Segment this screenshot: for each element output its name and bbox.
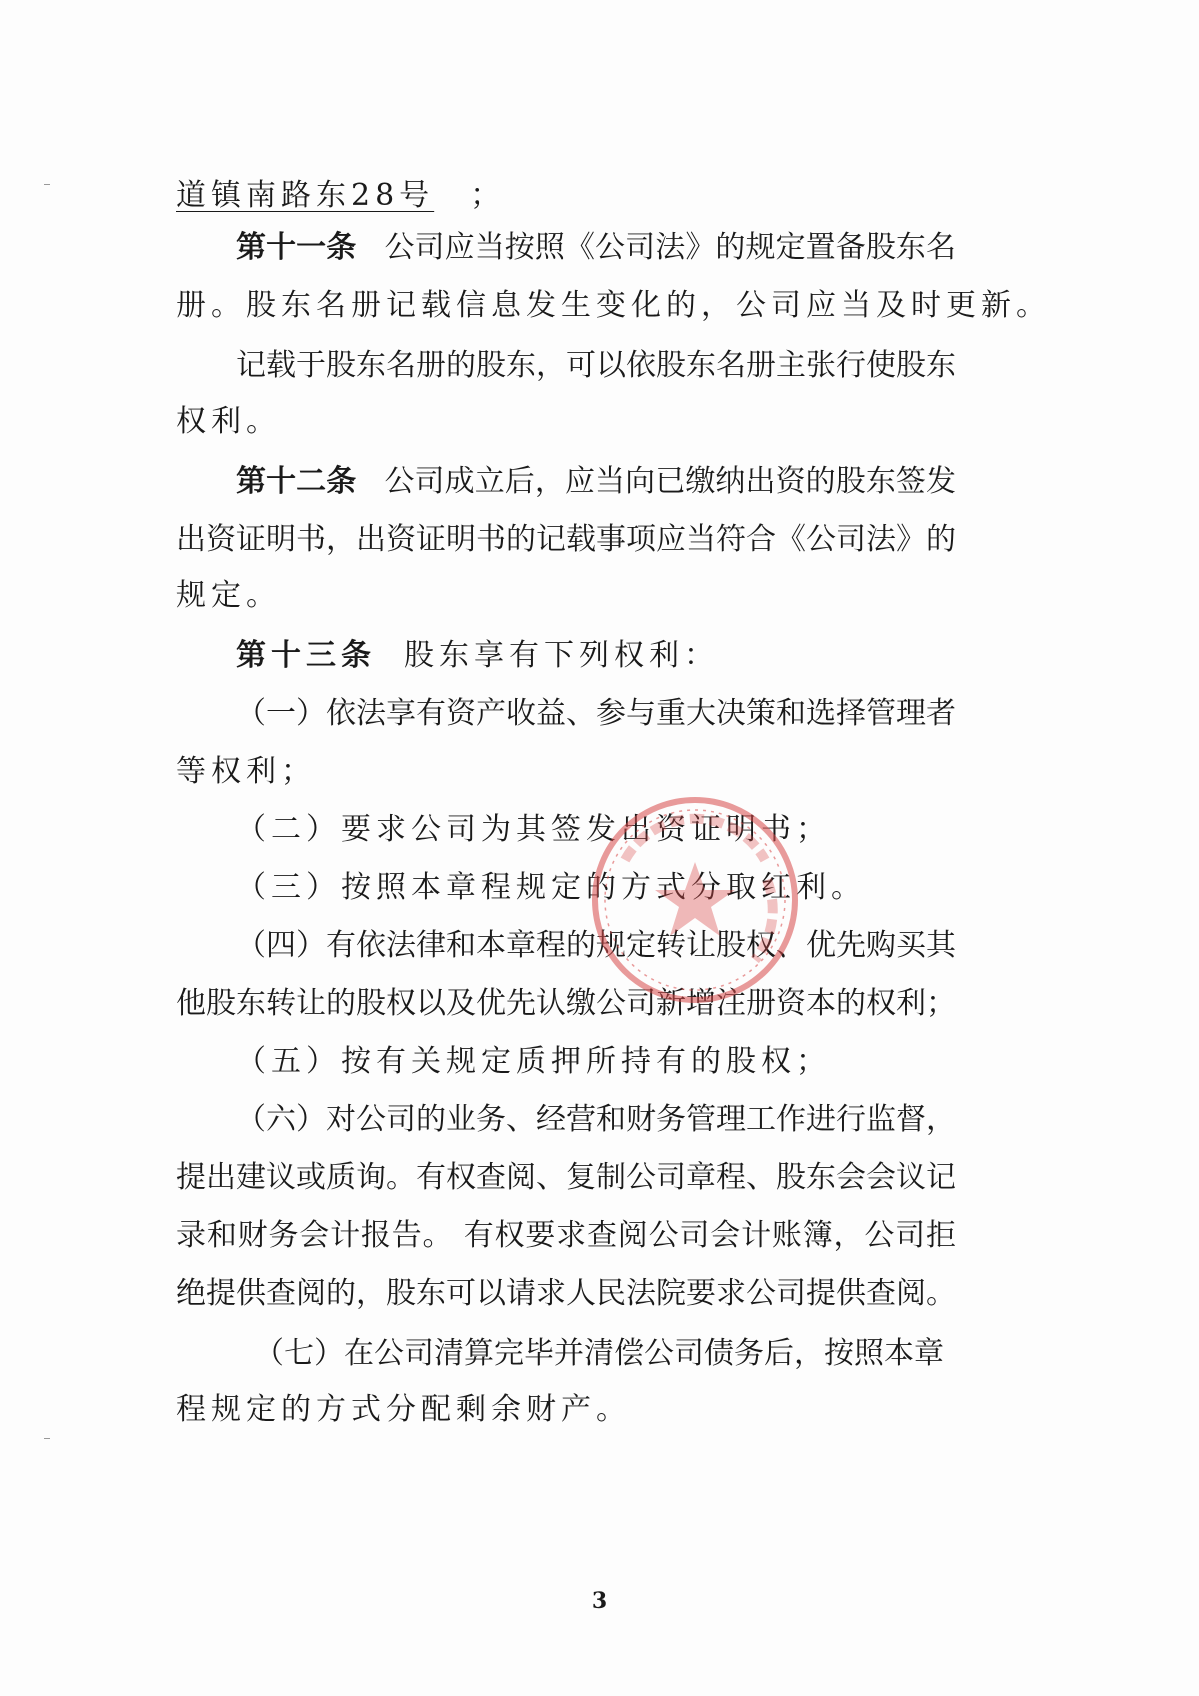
article-number: 第十二条 xyxy=(236,464,357,499)
list-item: （四）有依法律和本章程的规定转让股权、优先购买其 xyxy=(236,928,956,963)
text-line: 程规定的方式分配剩余财产。 xyxy=(176,1392,631,1427)
list-item: （七）在公司清算完毕并清偿公司债务后，按照本章 xyxy=(254,1336,944,1371)
text-line: 规定。 xyxy=(176,578,281,613)
scan-mark xyxy=(44,184,50,185)
text-line: 道镇南路东28号 ； xyxy=(176,178,506,213)
text-line: 提出建议或质询。有权查阅、复制公司章程、股东会会议记 xyxy=(176,1160,956,1195)
text-line: 他股东转让的股权以及优先认缴公司新增注册资本的权利； xyxy=(176,986,956,1021)
article-number: 第十三条 xyxy=(236,638,376,673)
list-item: （一）依法享有资产收益、参与重大决策和选择管理者 xyxy=(236,696,956,731)
text-line: 绝提供查阅的，股东可以请求人民法院要求公司提供查阅。 xyxy=(176,1276,956,1311)
scan-mark xyxy=(44,1438,50,1439)
text-line: 册。股东名册记载信息发生变化的，公司应当及时更新。 xyxy=(176,288,1051,323)
text-line: 记载于股东名册的股东，可以依股东名册主张行使股东 xyxy=(236,348,956,383)
text-line: 出资证明书，出资证明书的记载事项应当符合《公司法》的 xyxy=(176,522,956,557)
address-fill: 道镇南路东28号 xyxy=(176,178,435,213)
page-number: 3 xyxy=(591,1588,608,1614)
list-item: （二）要求公司为其签发出资证明书； xyxy=(236,812,831,847)
list-item: （五）按有关规定质押所持有的股权； xyxy=(236,1044,831,1079)
text-line: 录和财务会计报告。 有权要求查阅公司会计账簿，公司拒 xyxy=(176,1218,956,1253)
list-item: （六）对公司的业务、经营和财务管理工作进行监督， xyxy=(236,1102,956,1137)
article-heading-line: 第十一条 公司应当按照《公司法》的规定置备股东名 xyxy=(236,230,957,265)
article-number: 第十一条 xyxy=(236,230,357,265)
article-heading-line: 第十二条 公司成立后，应当向已缴纳出资的股东签发 xyxy=(236,464,957,499)
article-heading-line: 第十三条 股东享有下列权利： xyxy=(236,638,719,673)
text-line: 等权利； xyxy=(176,754,316,789)
text-line: 权利。 xyxy=(176,404,281,439)
list-item: （三）按照本章程规定的方式分取红利。 xyxy=(236,870,866,905)
